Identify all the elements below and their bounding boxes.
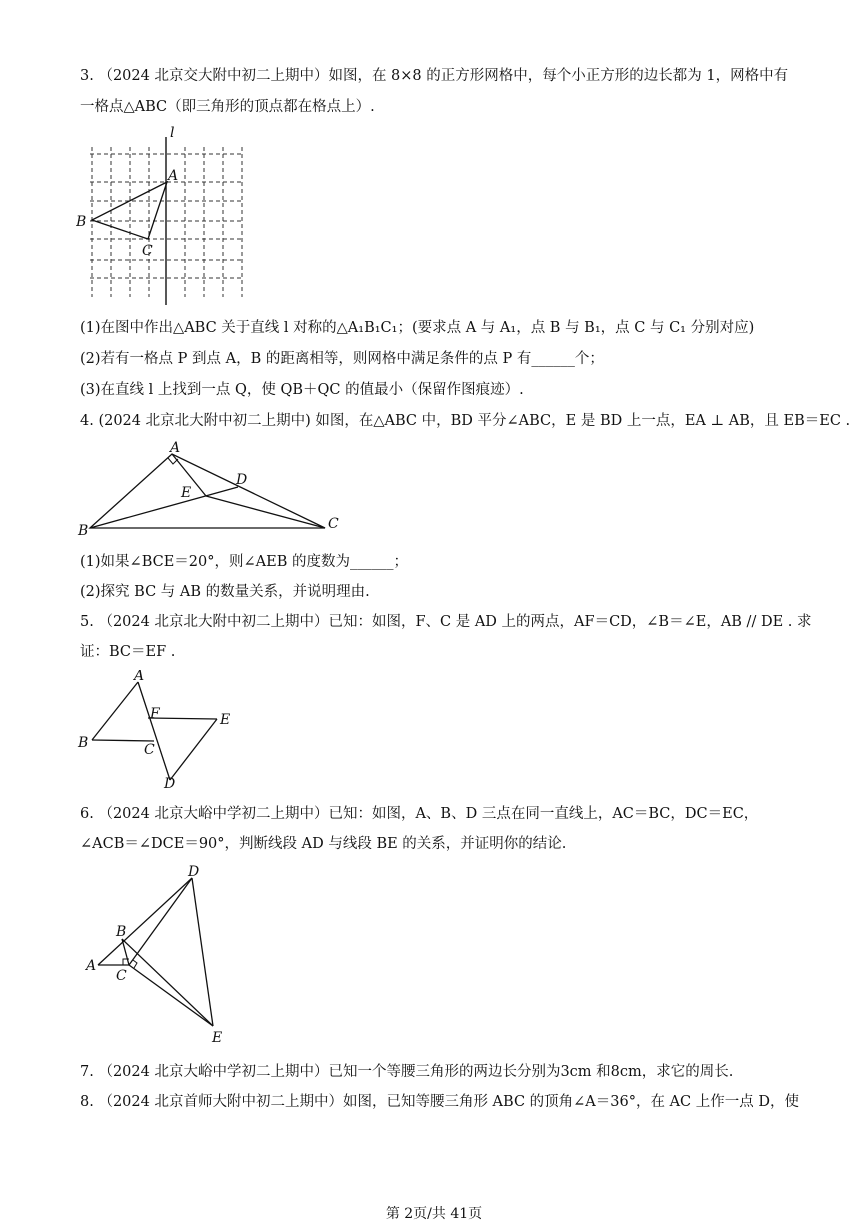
q7-line1: 7. （2024 北京大峪中学初二上期中）已知一个等腰三角形的两边长分别为3cm 和8cm，求它的周长. [80, 1064, 734, 1080]
q4-part2: (2)探究 BC 与 AB 的数量关系，并说明理由. [80, 584, 370, 600]
label-e-q5: E [220, 712, 231, 728]
segment-ab [92, 682, 138, 740]
label-a: A [168, 168, 179, 184]
q3-part1: (1)在图中作出△ABC 关于直线 l 对称的△A₁B₁C₁；(要求点 A 与 A₁，点 B 与 B₁，点 C 与 C₁ 分别对应) [80, 320, 755, 336]
label-b-q6: B [116, 924, 127, 940]
label-a-q6: A [86, 958, 97, 974]
q4-line1: 4. (2024 北京北大附中初二上期中) 如图，在△ABC 中，BD 平分∠ABC，E 是 BD 上一点，EA ⊥ AB，且 EB＝EC . [80, 413, 851, 429]
grid-figure [76, 125, 256, 307]
q3-part3: (3)在直线 l 上找到一点 Q，使 QB＋QC 的值最小（保留作图痕迹）. [80, 382, 524, 398]
label-a-q5: A [134, 670, 145, 684]
label-b-q5: B [78, 735, 89, 751]
q6-line1: 6. （2024 北京大峪中学初二上期中）已知：如图，A、B、D 三点在同一直线上，AC＝BC，DC＝EC， [80, 806, 759, 822]
label-c: C [142, 243, 153, 259]
label-a-q4: A [170, 440, 181, 456]
label-b-q4: B [78, 523, 89, 539]
label-l: l [170, 125, 175, 141]
segment-dc [129, 878, 192, 965]
q5-line1: 5. （2024 北京北大附中初二上期中）已知：如图，F、C 是 AD 上的两点，AF＝CD，∠B＝∠E，AB // DE . 求 [80, 614, 812, 630]
segment-ed [170, 719, 217, 780]
label-d-q5: D [164, 776, 176, 792]
segment-ad [138, 682, 170, 780]
segment-bc [92, 740, 154, 741]
figure-q5 [76, 670, 246, 792]
q3-part2: (2)若有一格点 P 到点 A，B 的距离相等，则网格中满足条件的点 P 有______个； [80, 351, 604, 367]
segment-de [192, 878, 213, 1026]
triangle-abc-q4 [90, 454, 325, 528]
right-angle-mark-2 [133, 960, 137, 968]
q6-line2: ∠ACB＝∠DCE＝90°，判断线段 AD 与线段 BE 的关系，并证明你的结论. [80, 836, 567, 852]
segment-ce [129, 965, 213, 1026]
q5-line2: 证：BC＝EF . [80, 644, 176, 660]
segment-ad [98, 878, 192, 965]
label-d-q6: D [188, 864, 200, 880]
label-c-q6: C [116, 968, 127, 984]
q8-line1: 8. （2024 北京首师大附中初二上期中）如图，已知等腰三角形 ABC 的顶角∠A＝36°，在 AC 上作一点 D，使 [80, 1094, 799, 1110]
label-c-q5: C [144, 742, 155, 758]
page-footer: 第 2页/共 41页 [385, 1206, 483, 1222]
label-f-q5: F [150, 706, 160, 722]
segment-ec [206, 496, 325, 528]
label-d-q4: D [236, 472, 248, 488]
triangle-figure-q4 [76, 440, 356, 540]
figure-q6 [76, 862, 246, 1048]
q3-line2: 一格点△ABC（即三角形的顶点都在格点上）. [80, 99, 375, 115]
label-c-q4: C [328, 516, 339, 532]
label-b: B [76, 214, 87, 230]
q3-line1: 3. （2024 北京交大附中初二上期中）如图，在 8×8 的正方形网格中，每个小正方形的边长都为 1，网格中有 [80, 68, 789, 84]
label-e-q6: E [212, 1030, 223, 1046]
segment-be [122, 939, 213, 1026]
q4-part1: (1)如果∠BCE＝20°，则∠AEB 的度数为______； [80, 554, 408, 570]
label-e-q4: E [181, 485, 192, 501]
